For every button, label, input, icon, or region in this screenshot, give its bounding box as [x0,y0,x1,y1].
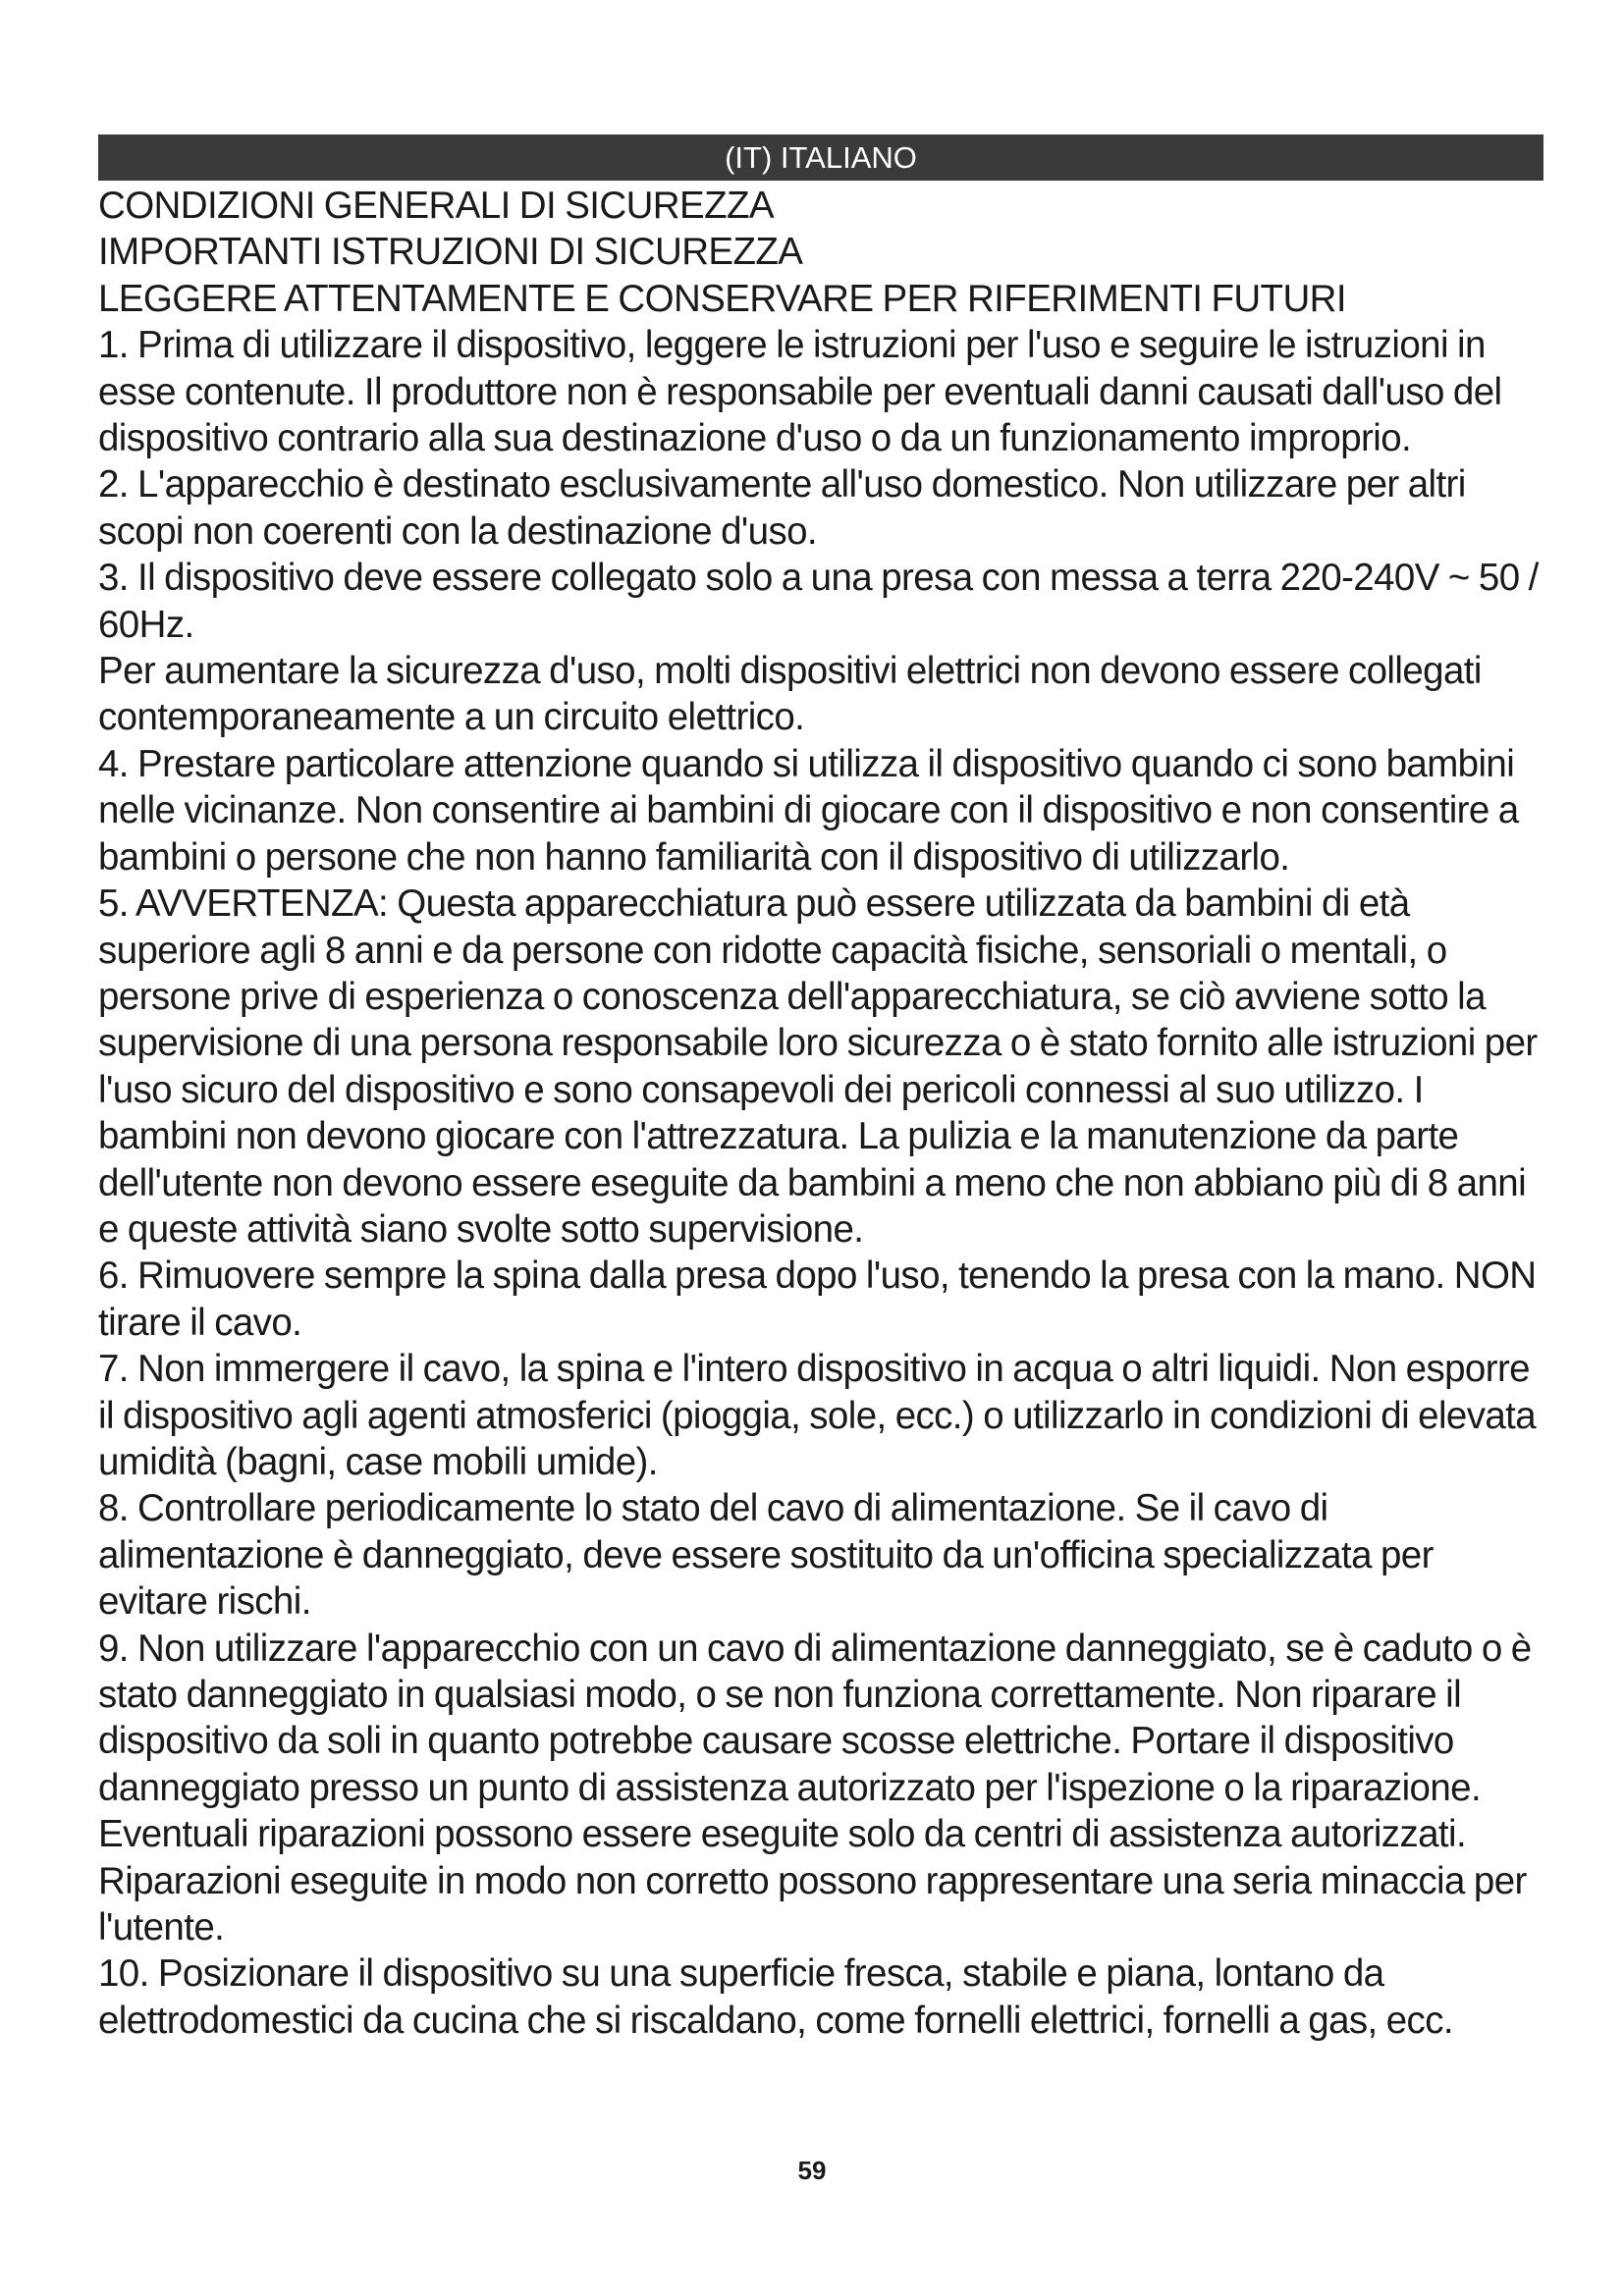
instruction-10: 10. Posizionare il dispositivo su una superficie fresca, stabile e piana, lontano da elettrodomestici da cucina che si riscaldano, come fornelli elettrici, fornelli a gas, ecc. [98,1952,1453,2042]
section-heading-important-instructions: IMPORTANTI ISTRUZIONI DI SICUREZZA [98,231,803,274]
instruction-2: 2. L'apparecchio è destinato esclusivamente all'uso domestico. Non utilizzare per altri scopi non coerenti con la destinazione d'uso. [98,463,1466,553]
page-number: 59 [797,2156,827,2185]
instruction-7: 7. Non immergere il cavo, la spina e l'intero dispositivo in acqua o altri liquidi. Non esporre il dispositivo agli agenti atmosferici (pioggia, sole, ecc.) o utilizzarlo in condizioni di elevata umidità (bagni, case mobili umide). [98,1348,1537,1483]
document-body [98,183,1551,2044]
instruction-5-warning: 5. AVVERTENZA: Questa apparecchiatura può essere utilizzata da bambini di età superiore agli 8 anni e da persone con ridotte capacità fisiche, sensoriali o mentali, o persone prive di esperienza o conoscenza dell'apparecchiatura, se ciò avviene sotto la supervisione di una persona responsabile loro sicurezza o è stato fornito alle istruzioni per l'uso sicuro del dispositivo e sono consapevoli dei pericoli connessi al suo utilizzo. I bambini non devono giocare con l'attrezzatura. La pulizia e la manutenzione da parte dell'utente non devono essere eseguite da bambini a meno che non abbiano più di 8 anni e queste attività siano svolte sotto supervisione. [98,882,1538,1251]
instruction-1: 1. Prima di utilizzare il dispositivo, leggere le istruzioni per l'uso e seguire le istruzioni in esse contenute. Il produttore non è responsabile per eventuali danni causati dall'uso del dispositivo contrario alla sua destinazione d'uso o da un funzionamento improprio. [98,324,1502,460]
instruction-3: 3. Il dispositivo deve essere collegato solo a una presa con messa a terra 220-240V ~ 50 / 60Hz. [98,557,1539,646]
instruction-8: 8. Controllare periodicamente lo stato del cavo di alimentazione. Se il cavo di alimentazione è danneggiato, deve essere sostituito da un'officina specializzata per evitare rischi. [98,1487,1434,1624]
instruction-9: 9. Non utilizzare l'apparecchio con un cavo di alimentazione danneggiato, se è caduto o è stato danneggiato in qualsiasi modo, o se non funziona correttamente. Non riparare il dispositivo da soli in quanto potrebbe causare scosse elettriche. Portare il dispositivo danneggiato presso un punto di assistenza autorizzato per l'ispezione o la riparazione. Eventuali riparazioni possono essere eseguite solo da centri di assistenza autorizzati. Riparazioni eseguite in modo non corretto possono rappresentare una seria minaccia per l'utente. [98,1627,1532,1949]
instruction-4: 4. Prestare particolare attenzione quando si utilizza il dispositivo quando ci sono bambini nelle vicinanze. Non consentire ai bambini di giocare con il dispositivo e non consentire a bambini o persone che non hanno familiarità con il dispositivo di utilizzarlo. [98,742,1519,879]
instruction-6: 6. Rimuovere sempre la spina dalla presa dopo l'uso, tenendo la presa con la mano. NON tirare il cavo. [98,1255,1537,1344]
section-heading-read-carefully: LEGGERE ATTENTAMENTE E CONSERVARE PER RIFERIMENTI FUTURI [98,277,1346,320]
language-label: (IT) ITALIANO [725,140,917,175]
section-heading-general-safety: CONDIZIONI GENERALI DI SICUREZZA [98,185,774,227]
instruction-3-note: Per aumentare la sicurezza d'uso, molti dispositivi elettrici non devono essere collegati contemporaneamente a un circuito elettrico. [98,650,1482,739]
language-header-bar [98,134,1543,181]
